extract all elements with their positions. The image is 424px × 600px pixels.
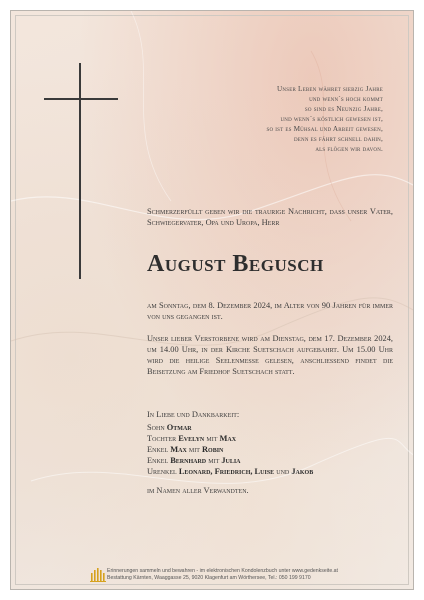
family-name: Julia: [221, 456, 241, 465]
family-name: Max: [170, 445, 187, 454]
footer-line: Bestattung Kärnten, Waaggasse 25, 9020 Klagenfurt am Wörthersee, Tel.: 050 199 9170: [107, 575, 311, 581]
family-name: Evelyn: [178, 434, 205, 443]
family-row-grandson-1: [147, 444, 393, 455]
relation-label: Urenkel: [147, 467, 179, 476]
family-name: Leonard, Friedrich, Luise: [178, 467, 275, 476]
family-list: [147, 422, 393, 477]
cross-icon: [79, 63, 81, 279]
thanks-line: In Liebe und Dankbarkeit:: [147, 410, 240, 419]
death-notice: am Sonntag, dem 8. Dezember 2024, im Alter von 90 Jahren für immer von uns gegangen ist.: [147, 301, 393, 321]
relatives-line: im Namen aller Verwandten.: [147, 486, 249, 495]
poem-line: so sind es Neunzig Jahre,: [304, 105, 383, 113]
connector: mit: [204, 434, 220, 443]
family-name: Jakob: [291, 467, 314, 476]
poem-line: als flögen wir davon.: [315, 145, 383, 153]
poem: [183, 84, 383, 154]
family-name: Robin: [201, 445, 224, 454]
connector: mit: [186, 445, 202, 454]
family-name: Otmar: [166, 423, 192, 432]
poem-line: denn es fährt schnell dahin,: [293, 135, 383, 143]
poem-line: so ist es Mühsal und Arbeit gewesen,: [266, 125, 383, 133]
footer: [107, 568, 338, 582]
connector: und: [274, 467, 292, 476]
relation-label: Enkel: [147, 456, 171, 465]
poem-line: und wenn´s hoch kommt: [309, 95, 383, 103]
relation-label: Sohn: [147, 423, 167, 432]
footer-line: Erinnerungen sammeln und bewahren - im elektronischen Kondolenzbuch unter www.gedenkseite.at: [107, 568, 338, 574]
deceased-name: August Begusch: [147, 251, 324, 277]
family-row-daughter: [147, 433, 393, 444]
announcement: Schmerzerfüllt geben wir die traurige Nachricht, dass unser Vater, Schwiegervater, Opa und Uropa, Herr: [147, 207, 393, 227]
family-row-son: [147, 422, 393, 433]
connector: mit: [206, 456, 222, 465]
relation-label: Enkel: [147, 445, 171, 454]
family-row-grandson-2: [147, 455, 393, 466]
family-name: Max: [219, 434, 237, 443]
obituary-card: [10, 10, 414, 590]
funeral-notice: Unser lieber Verstorbene wird am Dienstag, dem 17. Dezember 2024, um 14.00 Uhr, in der Kirche Suetschach aufgebahrt. Um 15.00 Uhr wird die heilige Seelenmesse gelesen, anschliessend findet die Beisetzung am Friedhof Suetschach statt.: [147, 334, 393, 376]
relation-label: Tochter: [147, 434, 179, 443]
family-name: Bernhard: [170, 456, 207, 465]
cross-icon-bar: [44, 98, 118, 100]
family-row-great-grandchildren: [147, 466, 393, 477]
poem-line: und wenn´s köstlich gewesen ist,: [280, 115, 383, 123]
poem-line: Unser Leben währet siebzig Jahre: [277, 85, 383, 93]
